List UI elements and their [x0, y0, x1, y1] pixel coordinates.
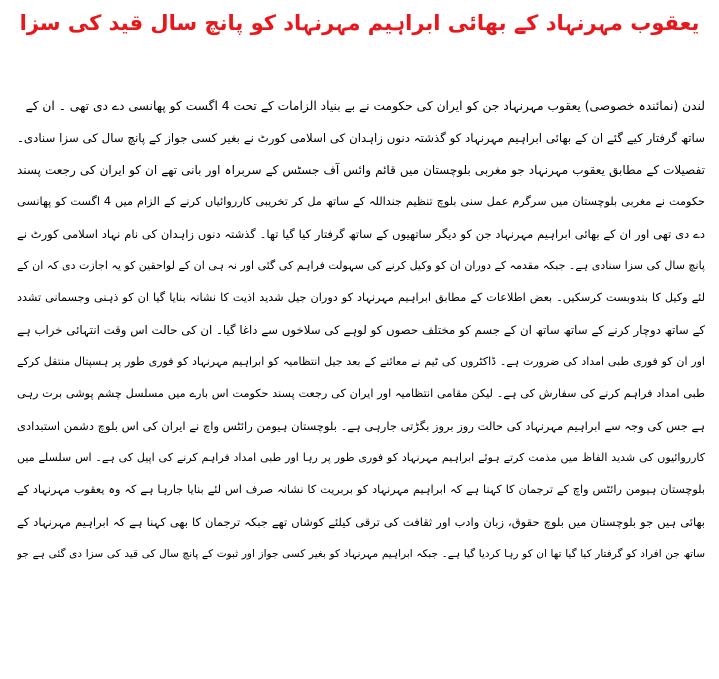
- body-line: طبی امداد فراہم کرنے کی سفارش کی ہے۔ لیکن مقامی انتظامیہ اور ایران کی رجعت پسند حکومت اس بارے میں مسلسل چشم پوشی برت رہی: [17, 387, 705, 400]
- article-body: [17, 90, 705, 570]
- body-line: بلوچستان ہیومن رائٹس واچ کے ترجمان کا کہنا ہے کہ ابراہیم مہرنہاد کو بربریت کا نشانہ صرف اس لئے بنایا جارہا ہے کہ وہ یعقوب مہرنہاد کے: [17, 483, 705, 496]
- body-line: ساتھ گرفتار کیے گئے ان کے بھائی ابراہیم مہرنہاد کو گذشتہ دنوں زاہدان کی اسلامی کورٹ نے بغیر کسی جواز کے پانچ سال کی سزا سنادی۔: [17, 131, 705, 145]
- headline: یعقوب مہرنہاد کے بھائی ابراہیم مہرنہاد کو پانچ سال قید کی سزا: [19, 11, 700, 35]
- body-line: لندن (نمائندہ خصوصی) یعقوب مہرنہاد جن کو ایران کی حکومت نے بے بنیاد الزامات کے تحت 4 اگست کو پھانسی دے دی تھی ۔ ان کے: [25, 99, 705, 113]
- body-line: پانچ سال کی سزا سنادی ہے۔ جبکہ مقدمہ کے دوران ان کو وکیل کرنے کی سہولت فراہم کی گئی اور نہ ہی ان کے لواحقین کو یہ اجازت دی کہ ان کے: [17, 259, 705, 272]
- body-line: کارروائیوں کی شدید الفاظ میں مذمت کرتے ہوئے ابراہیم مہرنہاد کو فوری طور پر رہا اور طبی امداد فراہم کرنے کی اپیل کی ہے۔ اس سلسلے میں: [17, 451, 705, 464]
- body-line: لئے وکیل کا بندوبست کرسکیں۔ بعض اطلاعات کے مطابق ابراہیم مہرنہاد کو دوران جیل شدید اذیت کا نشانہ بنایا گیا ان کو ذہنی وجسمانی تشدد: [17, 291, 705, 304]
- body-line: حکومت نے مغربی بلوچستان میں سرگرم عمل سنی بلوچ تنظیم جنداللہ کے ساتھ مل کر تخریبی کارروائیاں کرنے کے الزام میں 4 اگست کو پھانسی: [17, 195, 705, 208]
- body-line: ساتھ جن افراد کو گرفتار کیا گیا تھا ان کو رہا کردیا گیا ہے۔ جبکہ ابراہیم مہرنہاد کو بغیر کسی جواز اور ثبوت کے پانچ سال کی قید کی سزا دی گئی ہے جو: [17, 548, 705, 560]
- body-line: بھائی ہیں جو بلوچستان میں بلوچ حقوق، زبان وادب اور ثقافت کی ترقی کیلئے کوشاں تھے جبکہ ترجمان کا بھی کہنا ہے کہ ابراہیم مہرنہاد کے: [17, 515, 705, 529]
- body-line: اور ان کو فوری طبی امداد کی ضرورت ہے۔ ڈاکٹروں کی ٹیم نے معائنے کے بعد جیل انتظامیہ کو ابراہیم مہرنہاد کو فوری طور پر ہسپتال منتقل کرکے: [17, 355, 705, 368]
- body-line: ہے جس کی وجہ سے ابراہیم مہرنہاد کی حالت روز بروز بگڑتی جارہی ہے۔ بلوچستان ہیومن رائٹس واچ نے ایران کی اس بلوچ دشمن استبدادی: [17, 419, 705, 433]
- body-line: کے ساتھ دوچار کرنے کے ساتھ ساتھ ان کے جسم کو مختلف حصوں کو لوہے کی سلاخوں سے داغا گیا۔ ان کی حالت اس وقت انتہائی خراب ہے: [17, 323, 705, 337]
- body-line: دے دی تھی اور ان کے بھائی ابراہیم مہرنہاد جن کو دیگر ساتھیوں کے ساتھ گرفتار کیا گیا تھا۔ گذشتہ دنوں زاہدان کی نام نہاد اسلامی کورٹ نے: [17, 227, 705, 241]
- body-line: تفصیلات کے مطابق یعقوب مہرنہاد جو مغربی بلوچستان میں قائم وائس آف جسٹس کے سربراہ اور بانی تھے ان کو ایران کی رجعت پسند: [17, 163, 705, 177]
